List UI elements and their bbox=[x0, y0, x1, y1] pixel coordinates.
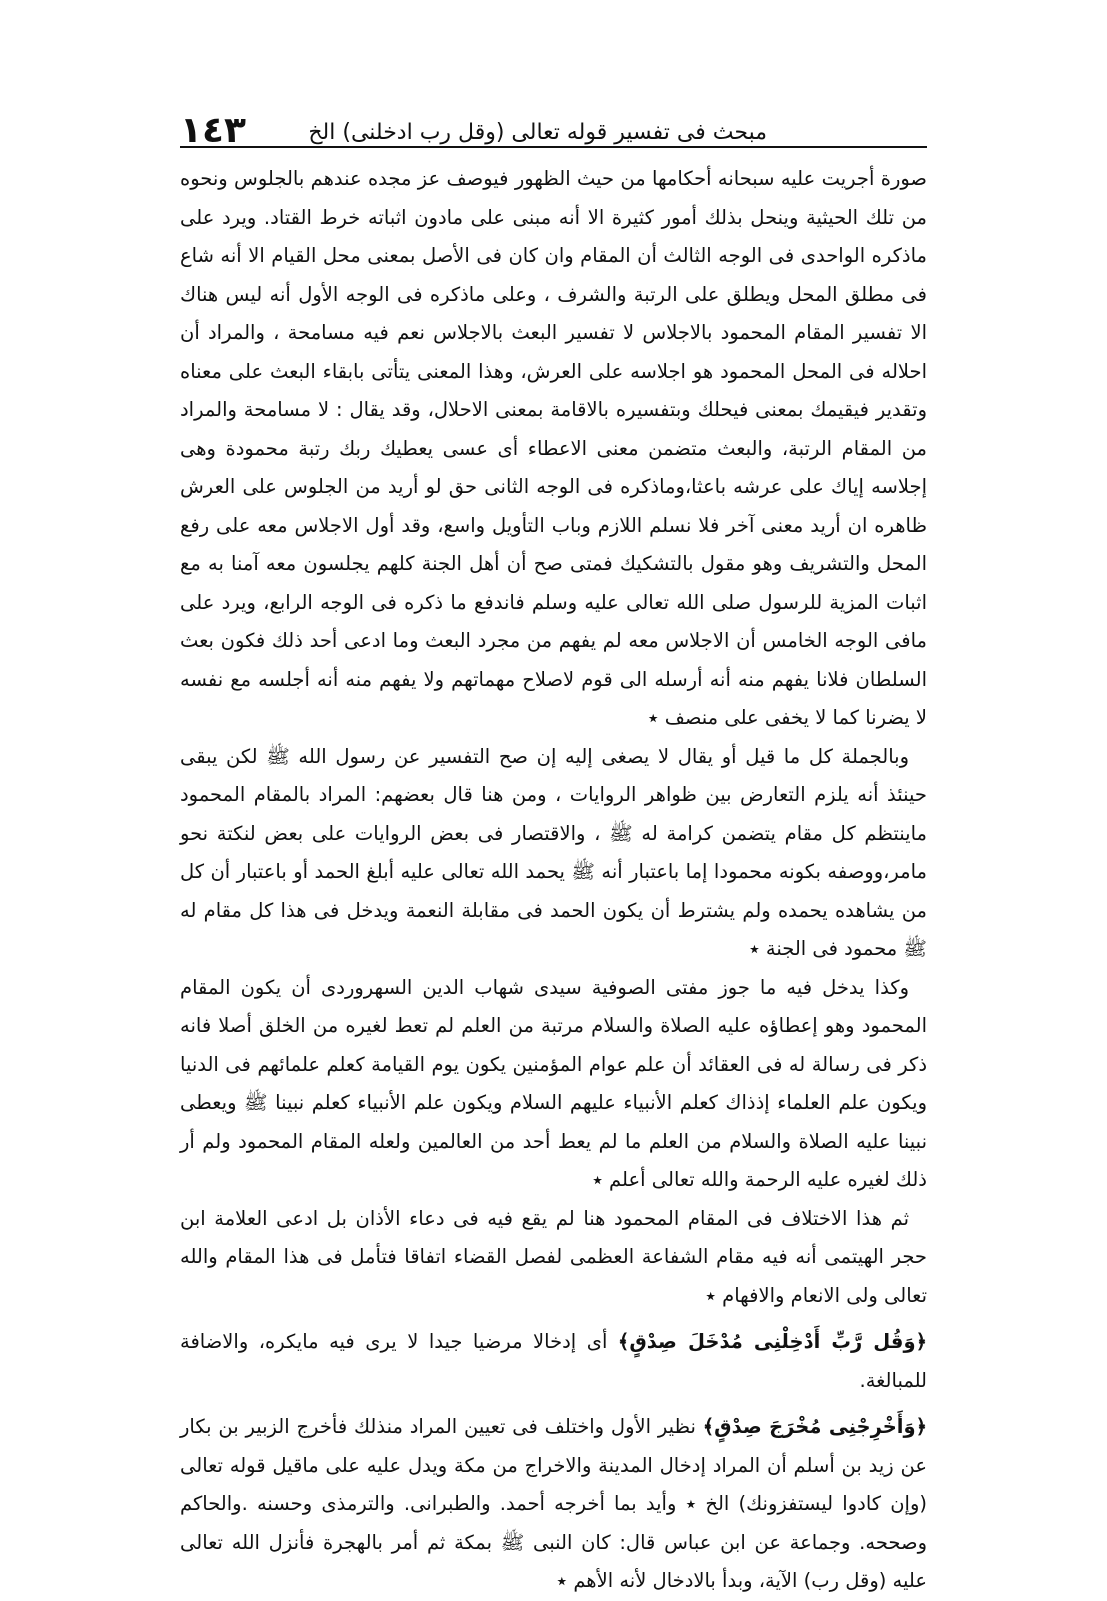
paragraph: وبالجملة كل ما قيل أو يقال لا يصغى إليه إن صح التفسير عن رسول الله ﷺ لكن يبقى حينئذ أنه يلزم التعارض بين ظواهر الروايات ، ومن هنا قال بعضهم: المراد بالمقام المحمود ماينتظم كل مقام يتضمن كرامة له ﷺ ، والاقتصار فى بعض الروايات على بعض لنكتة نحو مامر،ووصفه بكونه محمودا إما باعتبار أنه ﷺ يحمد الله تعالى عليه أبلغ الحمد أو باعتبار أن كل من يشاهده يحمده ولم يشترط أن يكون الحمد فى مقابلة النعمة ويدخل فى هذا كل مقام له ﷺ محمود فى الجنة ٭ bbox=[180, 744, 927, 960]
page-number: ١٤٣ bbox=[180, 110, 246, 151]
paragraph: صورة أجريت عليه سبحانه أحكامها من حيث الظهور فيوصف عز مجده عندهم بالجلوس ونحوه من تلك الحيثية وينحل بذلك أمور كثيرة الا أنه مبنى على مادون اثباته خرط القتاد. ويرد على ماذكره الواحدى فى الوجه الثالث أن المقام وان كان فى الأصل بمعنى محل القيام الا أنه شاع فى مطلق المحل ويطلق على الرتبة والشرف ، وعلى ماذكره فى الوجه الأول أنه ليس هناك الا تفسير المقام المحمود بالاجلاس لا تفسير البعث بالاجلاس نعم فيه مسامحة ، والمراد أن احلاله فى المحل المحمود هو اجلاسه على العرش، وهذا المعنى يتأتى بابقاء البعث على معناه وتقدير فيقيمك بمعنى فيحلك وبتفسيره بالاقامة بمعنى الاحلال، وقد يقال : لا مسامحة والمراد من المقام الرتبة، والبعث متضمن معنى الاعطاء أى عسى يعطيك ربك رتبة محمودة وهى إجلاسه إياك على عرشه باعثا،وماذكره فى الوجه الثانى حق لو أريد من الجلوس على العرش ظاهره ان أريد معنى آخر فلا نسلم اللازم وباب التأويل واسع، وقد أول الاجلاس معه على رفع المحل والتشريف وهو مقول بالتشكيك فمتى صح أن أهل الجنة كلهم يجلسون معه آمنا به مع اثبات المزية للرسول صلى الله تعالى عليه وسلم فاندفع ما ذكره فى الوجه الرابع، ويرد على مافى الوجه الخامس أن الاجلاس معه لم يفهم من مجرد البعث وما ادعى أحد ذلك فكون بعث السلطان فلانا يفهم منه أنه أرسله الى قوم لاصلاح مهماتهم ولا يفهم منه أنه أجلسه مع نفسه لا يضرنا كما لا يخفى على منصف ٭ bbox=[180, 167, 927, 729]
commentary-text: أى إدخالا مرضيا جيدا لا يرى فيه مايكره، والاضافة للمبالغة. bbox=[180, 1330, 927, 1392]
verse-commentary bbox=[180, 1323, 927, 1400]
paragraph: وكذا يدخل فيه ما جوز مفتى الصوفية سيدى شهاب الدين السهروردى أن يكون المقام المحمود وهو إعطاؤه عليه الصلاة والسلام مرتبة من العلم لم تعط لغيره من الخلق أصلا فانه ذكر فى رسالة له فى العقائد أن علم عوام المؤمنين يكون يوم القيامة كعلم علمائهم فى الدنيا ويكون علم العلماء إذذاك كعلم الأنبياء عليهم السلام ويكون علم الأنبياء كعلم نبينا ﷺ ويعطى نبينا عليه الصلاة والسلام من العلم ما لم يعط أحد من العالمين ولعله المقام المحمود ولم أر ذلك لغيره عليه الرحمة والله تعالى أعلم ٭ bbox=[180, 975, 927, 1191]
page-header bbox=[180, 100, 927, 160]
body-text bbox=[180, 160, 927, 1601]
verse-commentary bbox=[180, 1408, 927, 1601]
commentary-text: نظير الأول واختلف فى تعيين المراد منذلك فأخرج الزبير بن بكار عن زيد بن أسلم أن المراد إدخال المدينة والاخراج من مكة ويدل عليه على ماقيل قوله تعالى (وإن كادوا ليستفزونك) الخ ٭ وأيد بما أخرجه أحمد. والطبرانى. والترمذى وحسنه .والحاكم وصححه. وجماعة عن ابن عباس قال: كان النبى ﷺ بمكة ثم أمر بالهجرة فأنزل الله تعالى عليه (وقل رب) الآية، وبدأ بالادخال لأنه الأهم ٭ bbox=[180, 1415, 927, 1592]
quran-verse: ﴿وَأَخْرِجْنِى مُخْرَجَ صِدْقٍ﴾ bbox=[702, 1415, 928, 1438]
paragraph: ثم هذا الاختلاف فى المقام المحمود هنا لم يقع فيه فى دعاء الأذان بل ادعى العلامة ابن حجر الهيتمى أنه فيه مقام الشفاعة العظمى لفصل القضاء اتفاقا فتأمل فى هذا المقام والله تعالى ولى الانعام والافهام ٭ bbox=[180, 1206, 927, 1307]
quran-verse: ﴿وَقُل رَّبِّ أَدْخِلْنِى مُدْخَلَ صِدْقٍ﴾ bbox=[617, 1330, 927, 1353]
running-title: مبحث فى تفسير قوله تعالى (وقل رب ادخلنى) الخ bbox=[308, 120, 767, 145]
header-rule bbox=[180, 146, 927, 148]
